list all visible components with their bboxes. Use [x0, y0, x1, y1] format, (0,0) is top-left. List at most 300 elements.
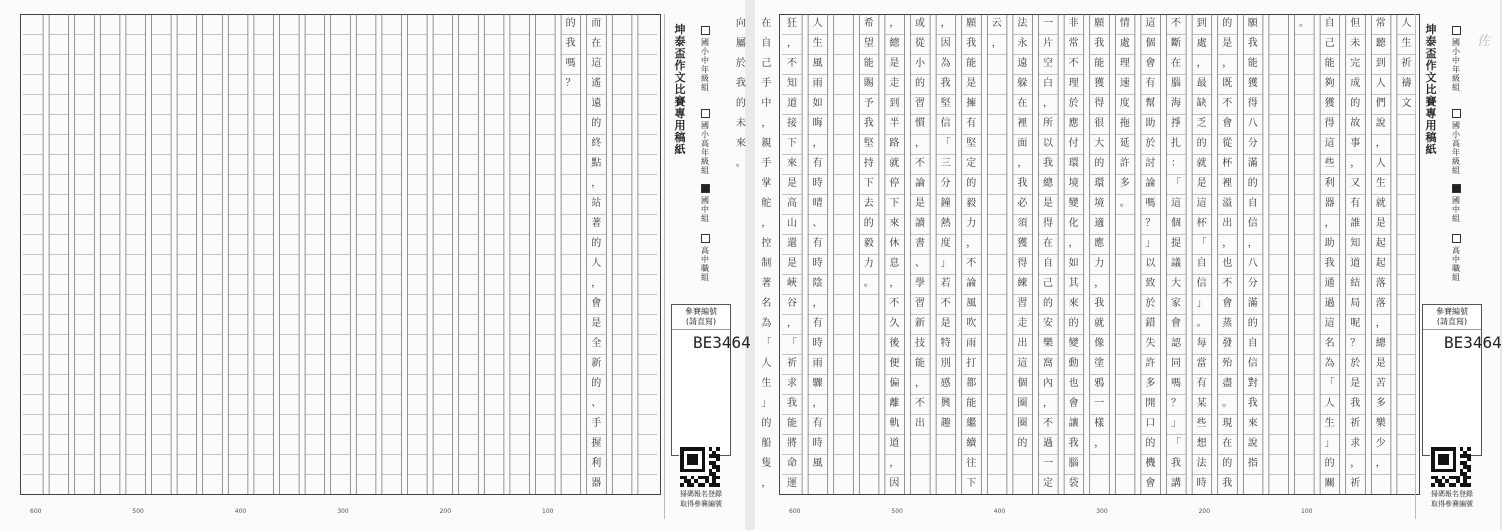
essay-character: 誰 — [1350, 218, 1361, 229]
essay-character: 能 — [1247, 58, 1258, 69]
qr-module — [1467, 469, 1471, 473]
essay-character: 定 — [1043, 478, 1053, 489]
essay-character: 腦 — [1068, 458, 1079, 469]
essay-character: 興 — [940, 398, 951, 409]
essay-character: 於 — [735, 58, 746, 69]
essay-character: 能 — [915, 358, 925, 369]
essay-character: 風 — [812, 58, 823, 69]
essay-character: 許 — [1145, 358, 1156, 369]
essay-column — [640, 14, 654, 498]
essay-character: 溢 — [1222, 198, 1233, 209]
essay-character: 機 — [1145, 458, 1156, 469]
essay-character: 偏 — [889, 378, 900, 389]
essay-character: 求 — [787, 378, 797, 389]
essay-character: 盡 — [1222, 378, 1233, 389]
essay-character: 圈 — [1017, 398, 1028, 409]
essay-character: 我 — [787, 398, 797, 409]
essay-character: 完 — [1350, 58, 1361, 69]
essay-character: 信 — [1247, 218, 1258, 229]
essay-column — [1323, 14, 1337, 498]
essay-character: 獲 — [1247, 78, 1258, 89]
essay-character: 遙 — [591, 78, 602, 89]
essay-character: 望 — [863, 38, 874, 49]
essay-character: 掙 — [1171, 118, 1181, 129]
essay-character: 常 — [1068, 38, 1079, 49]
essay-character: 賜 — [863, 78, 874, 89]
essay-character: 樣 — [1094, 418, 1105, 429]
essay-character: ， — [1043, 98, 1053, 109]
essay-character: 我 — [1222, 478, 1233, 489]
essay-character: 安 — [1043, 318, 1053, 329]
essay-character: 總 — [1375, 338, 1386, 349]
essay-character: 「 — [787, 338, 797, 349]
essay-character: 像 — [1094, 338, 1105, 349]
essay-character: 是 — [591, 318, 602, 329]
ruler-tick-label: 100 — [1301, 508, 1313, 515]
essay-character: 得 — [1247, 98, 1258, 109]
essay-character: 」 — [1324, 438, 1335, 449]
entry-code: BE3464 — [1444, 333, 1502, 352]
essay-column — [1399, 14, 1413, 498]
essay-character: 所 — [1043, 118, 1053, 129]
essay-character: 說 — [1375, 118, 1386, 129]
essay-character: 雨 — [812, 358, 823, 369]
essay-character: 指 — [1247, 458, 1258, 469]
essay-character: 論 — [915, 178, 925, 189]
essay-character: 某 — [1196, 398, 1207, 409]
essay-character: 命 — [787, 458, 797, 469]
essay-character: 在 — [761, 18, 772, 29]
essay-character: 祈 — [1350, 418, 1361, 429]
essay-character: 滿 — [1247, 298, 1258, 309]
essay-character: 力 — [966, 218, 977, 229]
essay-character: 討 — [1145, 158, 1156, 169]
essay-character: 到 — [1196, 18, 1207, 29]
entry-label: 參賽編號 — [685, 307, 717, 316]
essay-character: 分 — [1247, 138, 1258, 149]
qr-module — [1467, 483, 1471, 487]
essay-character: 些 — [1196, 418, 1207, 429]
essay-character: 常 — [1375, 18, 1386, 29]
essay-character: 的 — [863, 218, 874, 229]
essay-character: 谷 — [787, 298, 797, 309]
essay-character: 道 — [1350, 258, 1361, 269]
essay-character: 有 — [966, 118, 977, 129]
essay-character: 以 — [1145, 258, 1156, 269]
essay-character: 出 — [1222, 218, 1233, 229]
checkbox-checked-icon — [701, 184, 710, 193]
essay-character: 故 — [1350, 118, 1361, 129]
essay-character: 未 — [735, 118, 746, 129]
essay-character: 會 — [1222, 298, 1233, 309]
essay-character: 路 — [889, 138, 900, 149]
essay-character: 過 — [1324, 298, 1335, 309]
essay-character: 會 — [1145, 478, 1156, 489]
essay-character: 腦 — [1171, 78, 1181, 89]
essay-character: 生 — [812, 38, 823, 49]
essay-character: 「 — [761, 338, 772, 349]
qr-module — [716, 469, 720, 473]
essay-character: 認 — [1171, 338, 1181, 349]
essay-character: 。 — [1222, 398, 1233, 409]
essay-character: 時 — [1196, 478, 1207, 489]
essay-character: 全 — [591, 338, 602, 349]
ruler-tick-label: 100 — [542, 508, 554, 515]
essay-character: 三 — [940, 158, 951, 169]
qr-module — [1467, 447, 1471, 451]
essay-character: 的 — [1017, 438, 1028, 449]
essay-character: 在 — [1171, 58, 1181, 69]
essay-character: 山 — [787, 218, 797, 229]
essay-character: ， — [1324, 218, 1335, 229]
essay-character: 八 — [1247, 118, 1258, 129]
essay-column — [887, 14, 901, 498]
essay-character: 走 — [1017, 318, 1028, 329]
essay-character: 不 — [966, 258, 977, 269]
essay-character: 過 — [1043, 438, 1053, 449]
essay-character: 新 — [591, 358, 602, 369]
option-elementary-middle[interactable]: 國小中年級組 — [699, 26, 711, 92]
essay-character: ， — [1094, 278, 1105, 289]
essay-character: 塗 — [1094, 358, 1105, 369]
essay-character: 堅 — [863, 138, 874, 149]
essay-character: 的 — [591, 238, 602, 249]
essay-character: 一 — [1094, 398, 1105, 409]
essay-column — [913, 14, 927, 498]
ruler-tick-label: 500 — [891, 508, 903, 515]
essay-character: 個 — [1017, 378, 1028, 389]
essay-character: 出 — [915, 418, 925, 429]
essay-character: 別 — [940, 358, 951, 369]
essay-character: 人 — [1324, 398, 1335, 409]
essay-character: 習 — [915, 298, 925, 309]
essay-character: 如 — [1068, 258, 1079, 269]
qr-module — [691, 483, 695, 487]
essay-character: 速 — [1119, 78, 1130, 89]
essay-character: 遠 — [591, 98, 602, 109]
essay-character: 個 — [1171, 218, 1181, 229]
essay-character: 我 — [1043, 158, 1053, 169]
essay-character: 接 — [787, 118, 797, 129]
essay-character: 狂 — [787, 18, 797, 29]
essay-column — [1195, 14, 1209, 498]
essay-character: 我 — [1068, 438, 1079, 449]
essay-character: 風 — [966, 298, 977, 309]
essay-character: 扎 — [1171, 138, 1181, 149]
essay-character: 己 — [1043, 278, 1053, 289]
essay-character: 習 — [1017, 298, 1028, 309]
essay-character: 是 — [1350, 378, 1361, 389]
option-junior-high[interactable]: 國中組 — [1450, 184, 1462, 223]
essay-character: 願 — [1247, 18, 1258, 29]
essay-character: 拖 — [1119, 118, 1130, 129]
essay-character: 中 — [761, 98, 772, 109]
essay-character: 感 — [940, 378, 951, 389]
qr-module — [1445, 461, 1449, 465]
essay-character: 時 — [812, 258, 823, 269]
essay-character: 的 — [1043, 298, 1053, 309]
essay-character: 落 — [1375, 278, 1386, 289]
essay-character: 時 — [812, 438, 823, 449]
essay-column — [589, 14, 603, 498]
essay-character: 就 — [1375, 198, 1386, 209]
essay-column — [564, 14, 578, 498]
essay-character: 嗎 — [1145, 198, 1156, 209]
essay-character: 求 — [1350, 438, 1361, 449]
essay-character: 樂 — [1375, 418, 1386, 429]
essay-character: 窩 — [1043, 358, 1053, 369]
essay-character: 議 — [1171, 258, 1181, 269]
essay-character: 乏 — [1196, 118, 1207, 129]
essay-column — [939, 14, 953, 498]
essay-character: 論 — [1145, 178, 1156, 189]
essay-character: 以 — [1043, 138, 1053, 149]
essay-character: 開 — [1145, 398, 1156, 409]
essay-character: 是 — [889, 58, 900, 69]
essay-character: 在 — [1043, 238, 1053, 249]
essay-character: ， — [1017, 158, 1028, 169]
qr-module — [1442, 483, 1446, 487]
essay-character: 既 — [1222, 78, 1233, 89]
option-junior-high[interactable]: 國中組 — [699, 184, 711, 223]
essay-character: 致 — [1145, 278, 1156, 289]
essay-character: 利 — [1324, 178, 1335, 189]
essay-column — [862, 14, 876, 498]
essay-character: 吹 — [966, 318, 977, 329]
essay-character: 握 — [591, 438, 602, 449]
essay-character: 祈 — [1401, 58, 1412, 69]
essay-character: 一 — [1043, 458, 1053, 469]
essay-character: 船 — [761, 438, 772, 449]
essay-character: 或 — [915, 18, 925, 29]
option-elementary-upper[interactable]: 國小高年級組 — [1450, 109, 1462, 175]
essay-character: ， — [966, 238, 977, 249]
essay-character: 不 — [1068, 58, 1079, 69]
essay-character: 片 — [1043, 38, 1053, 49]
essay-character: 控 — [761, 238, 772, 249]
essay-character: 知 — [787, 78, 797, 89]
essay-character: 須 — [1017, 218, 1028, 229]
essay-character: 不 — [889, 298, 900, 309]
entry-note: (請直寫) — [1436, 317, 1468, 326]
essay-character: 趣 — [940, 418, 951, 429]
essay-character: 的 — [1094, 158, 1105, 169]
essay-character: 說 — [1247, 438, 1258, 449]
essay-character: 少 — [1375, 438, 1386, 449]
essay-character: 我 — [565, 38, 576, 49]
qr-module — [680, 483, 684, 487]
essay-character: 裡 — [1017, 118, 1028, 129]
essay-character: 得 — [1324, 118, 1335, 129]
essay-character: 技 — [915, 338, 925, 349]
side-panel — [1415, 14, 1502, 519]
essay-character: 這 — [1196, 198, 1207, 209]
essay-character: 的 — [735, 98, 746, 109]
essay-character: 落 — [1375, 298, 1386, 309]
essay-character: 多 — [1119, 178, 1130, 189]
essay-character: ， — [761, 478, 772, 489]
essay-character: 許 — [1119, 158, 1130, 169]
essay-character: ， — [1350, 458, 1361, 469]
essay-character: 」 — [1145, 238, 1156, 249]
checkbox-icon — [701, 109, 710, 118]
essay-character: 峽 — [787, 278, 797, 289]
essay-character: 聽 — [1375, 38, 1386, 49]
essay-character: 的 — [915, 78, 925, 89]
essay-character: 理 — [1068, 78, 1079, 89]
qr-module — [694, 461, 698, 465]
essay-character: 八 — [1247, 258, 1258, 269]
essay-column — [1015, 14, 1029, 498]
essay-character: 的 — [1196, 138, 1207, 149]
essay-character: 應 — [1094, 238, 1105, 249]
essay-character: 雨 — [966, 338, 977, 349]
essay-character: 。 — [1299, 18, 1309, 29]
qr-code-icon[interactable] — [1430, 446, 1470, 486]
essay-character: 是 — [787, 258, 797, 269]
option-senior-high[interactable]: 高中職組 — [699, 234, 711, 282]
essay-character: 從 — [915, 38, 925, 49]
essay-character: 我 — [1247, 38, 1258, 49]
essay-column — [1041, 14, 1055, 498]
essay-character: 。 — [1196, 318, 1207, 329]
essay-character: 人 — [1401, 18, 1412, 29]
essay-character: 於 — [1145, 138, 1156, 149]
essay-character: 動 — [1068, 358, 1079, 369]
essay-character: 滿 — [1247, 158, 1258, 169]
essay-character: 獲 — [1324, 98, 1335, 109]
option-elementary-upper[interactable]: 國小高年級組 — [699, 109, 711, 175]
essay-character: 呢 — [1350, 318, 1361, 329]
essay-character: 來 — [735, 138, 746, 149]
checkbox-icon — [1452, 234, 1461, 243]
essay-character: ， — [761, 118, 772, 129]
essay-character: 繼 — [966, 418, 977, 429]
essay-character: 環 — [1094, 178, 1105, 189]
essay-character: 運 — [787, 478, 797, 489]
essay-character: 、 — [591, 398, 602, 409]
essay-character: 法 — [1017, 18, 1028, 29]
essay-character: 」 — [940, 258, 951, 269]
essay-character: 我 — [863, 118, 874, 129]
essay-character: 力 — [863, 258, 874, 269]
essay-character: 到 — [889, 98, 900, 109]
essay-character: 的 — [1247, 318, 1258, 329]
essay-character: 堅 — [940, 98, 951, 109]
essay-character: 我 — [1094, 38, 1105, 49]
qr-module — [1453, 483, 1457, 487]
essay-character: 向 — [735, 18, 746, 29]
essay-character: 杯 — [1222, 158, 1233, 169]
qr-module — [1467, 458, 1471, 462]
essay-character: 理 — [1119, 58, 1130, 69]
essay-column — [1348, 14, 1362, 498]
essay-character: 來 — [889, 218, 900, 229]
essay-character: 度 — [1119, 98, 1130, 109]
essay-character: 失 — [1145, 338, 1156, 349]
essay-character: 離 — [889, 398, 900, 409]
checkbox-icon — [1452, 26, 1461, 35]
ruler-tick-label: 500 — [132, 508, 144, 515]
essay-character: 下 — [966, 478, 977, 489]
essay-character: ， — [915, 378, 925, 389]
ruler-tick-label: 600 — [789, 508, 801, 515]
essay-character: 嗎 — [565, 58, 576, 69]
essay-character: 掌 — [761, 178, 772, 189]
essay-character: 是 — [1375, 218, 1386, 229]
essay-character: 多 — [1145, 378, 1156, 389]
essay-character: 晴 — [812, 198, 823, 209]
essay-character: 幫 — [1145, 98, 1156, 109]
essay-character: ， — [787, 318, 797, 329]
essay-character: 會 — [1222, 118, 1233, 129]
essay-character: 屬 — [735, 38, 746, 49]
essay-character: 到 — [1375, 58, 1386, 69]
essay-character: 自 — [1247, 338, 1258, 349]
essay-character: 不 — [1171, 18, 1181, 29]
essay-character: 家 — [1171, 298, 1181, 309]
essay-character: 的 — [565, 18, 576, 29]
essay-character: 點 — [591, 158, 602, 169]
essay-character: 力 — [1094, 258, 1105, 269]
essay-character: 人 — [812, 18, 823, 29]
checkbox-icon — [1452, 109, 1461, 118]
qr-caption-2: 取得參賽編號 — [680, 500, 722, 508]
essay-character: 獲 — [1094, 78, 1105, 89]
option-elementary-middle[interactable]: 國小中年級組 — [1450, 26, 1462, 92]
essay-character: 不 — [915, 158, 925, 169]
paper-title: 坤泰盃作文比賽專用稿紙 — [1425, 23, 1437, 156]
essay-character: 高 — [787, 198, 797, 209]
essay-character: 的 — [591, 118, 602, 129]
essay-character: 這 — [591, 58, 602, 69]
essay-character: 嗎 — [1171, 378, 1181, 389]
essay-character: 獲 — [1017, 238, 1028, 249]
essay-character: 禱 — [1401, 78, 1412, 89]
essay-character: 局 — [1350, 298, 1361, 309]
essay-character: 己 — [761, 58, 772, 69]
essay-character: 們 — [1375, 98, 1386, 109]
essay-column — [1143, 14, 1157, 498]
essay-character: 是 — [966, 78, 977, 89]
essay-character: 親 — [761, 138, 772, 149]
essay-character: 能 — [787, 418, 797, 429]
essay-character: 利 — [591, 458, 602, 469]
essay-character: 法 — [1196, 458, 1207, 469]
essay-character: 在 — [591, 38, 602, 49]
essay-character: 鐘 — [940, 198, 951, 209]
essay-character: 名 — [1324, 338, 1335, 349]
essay-character: 便 — [889, 358, 900, 369]
option-senior-high[interactable]: 高中職組 — [1450, 234, 1462, 282]
essay-character: 息 — [889, 258, 900, 269]
essay-character: ， — [1350, 158, 1361, 169]
ruler-tick-label: 400 — [993, 508, 1006, 515]
essay-character: 有 — [812, 418, 823, 429]
essay-character: 樂 — [1043, 338, 1053, 349]
qr-code-icon[interactable] — [679, 446, 719, 486]
essay-character: 生 — [761, 378, 772, 389]
essay-character: 文 — [1401, 98, 1412, 109]
essay-character: 這 — [1324, 318, 1335, 329]
essay-sheet-right — [735, 0, 1502, 530]
qr-module — [1467, 476, 1471, 480]
essay-character: 停 — [889, 178, 900, 189]
essay-character: 晦 — [812, 118, 823, 129]
essay-character: ？ — [1350, 338, 1361, 349]
essay-character: 的 — [1222, 18, 1233, 29]
essay-column — [759, 14, 773, 498]
